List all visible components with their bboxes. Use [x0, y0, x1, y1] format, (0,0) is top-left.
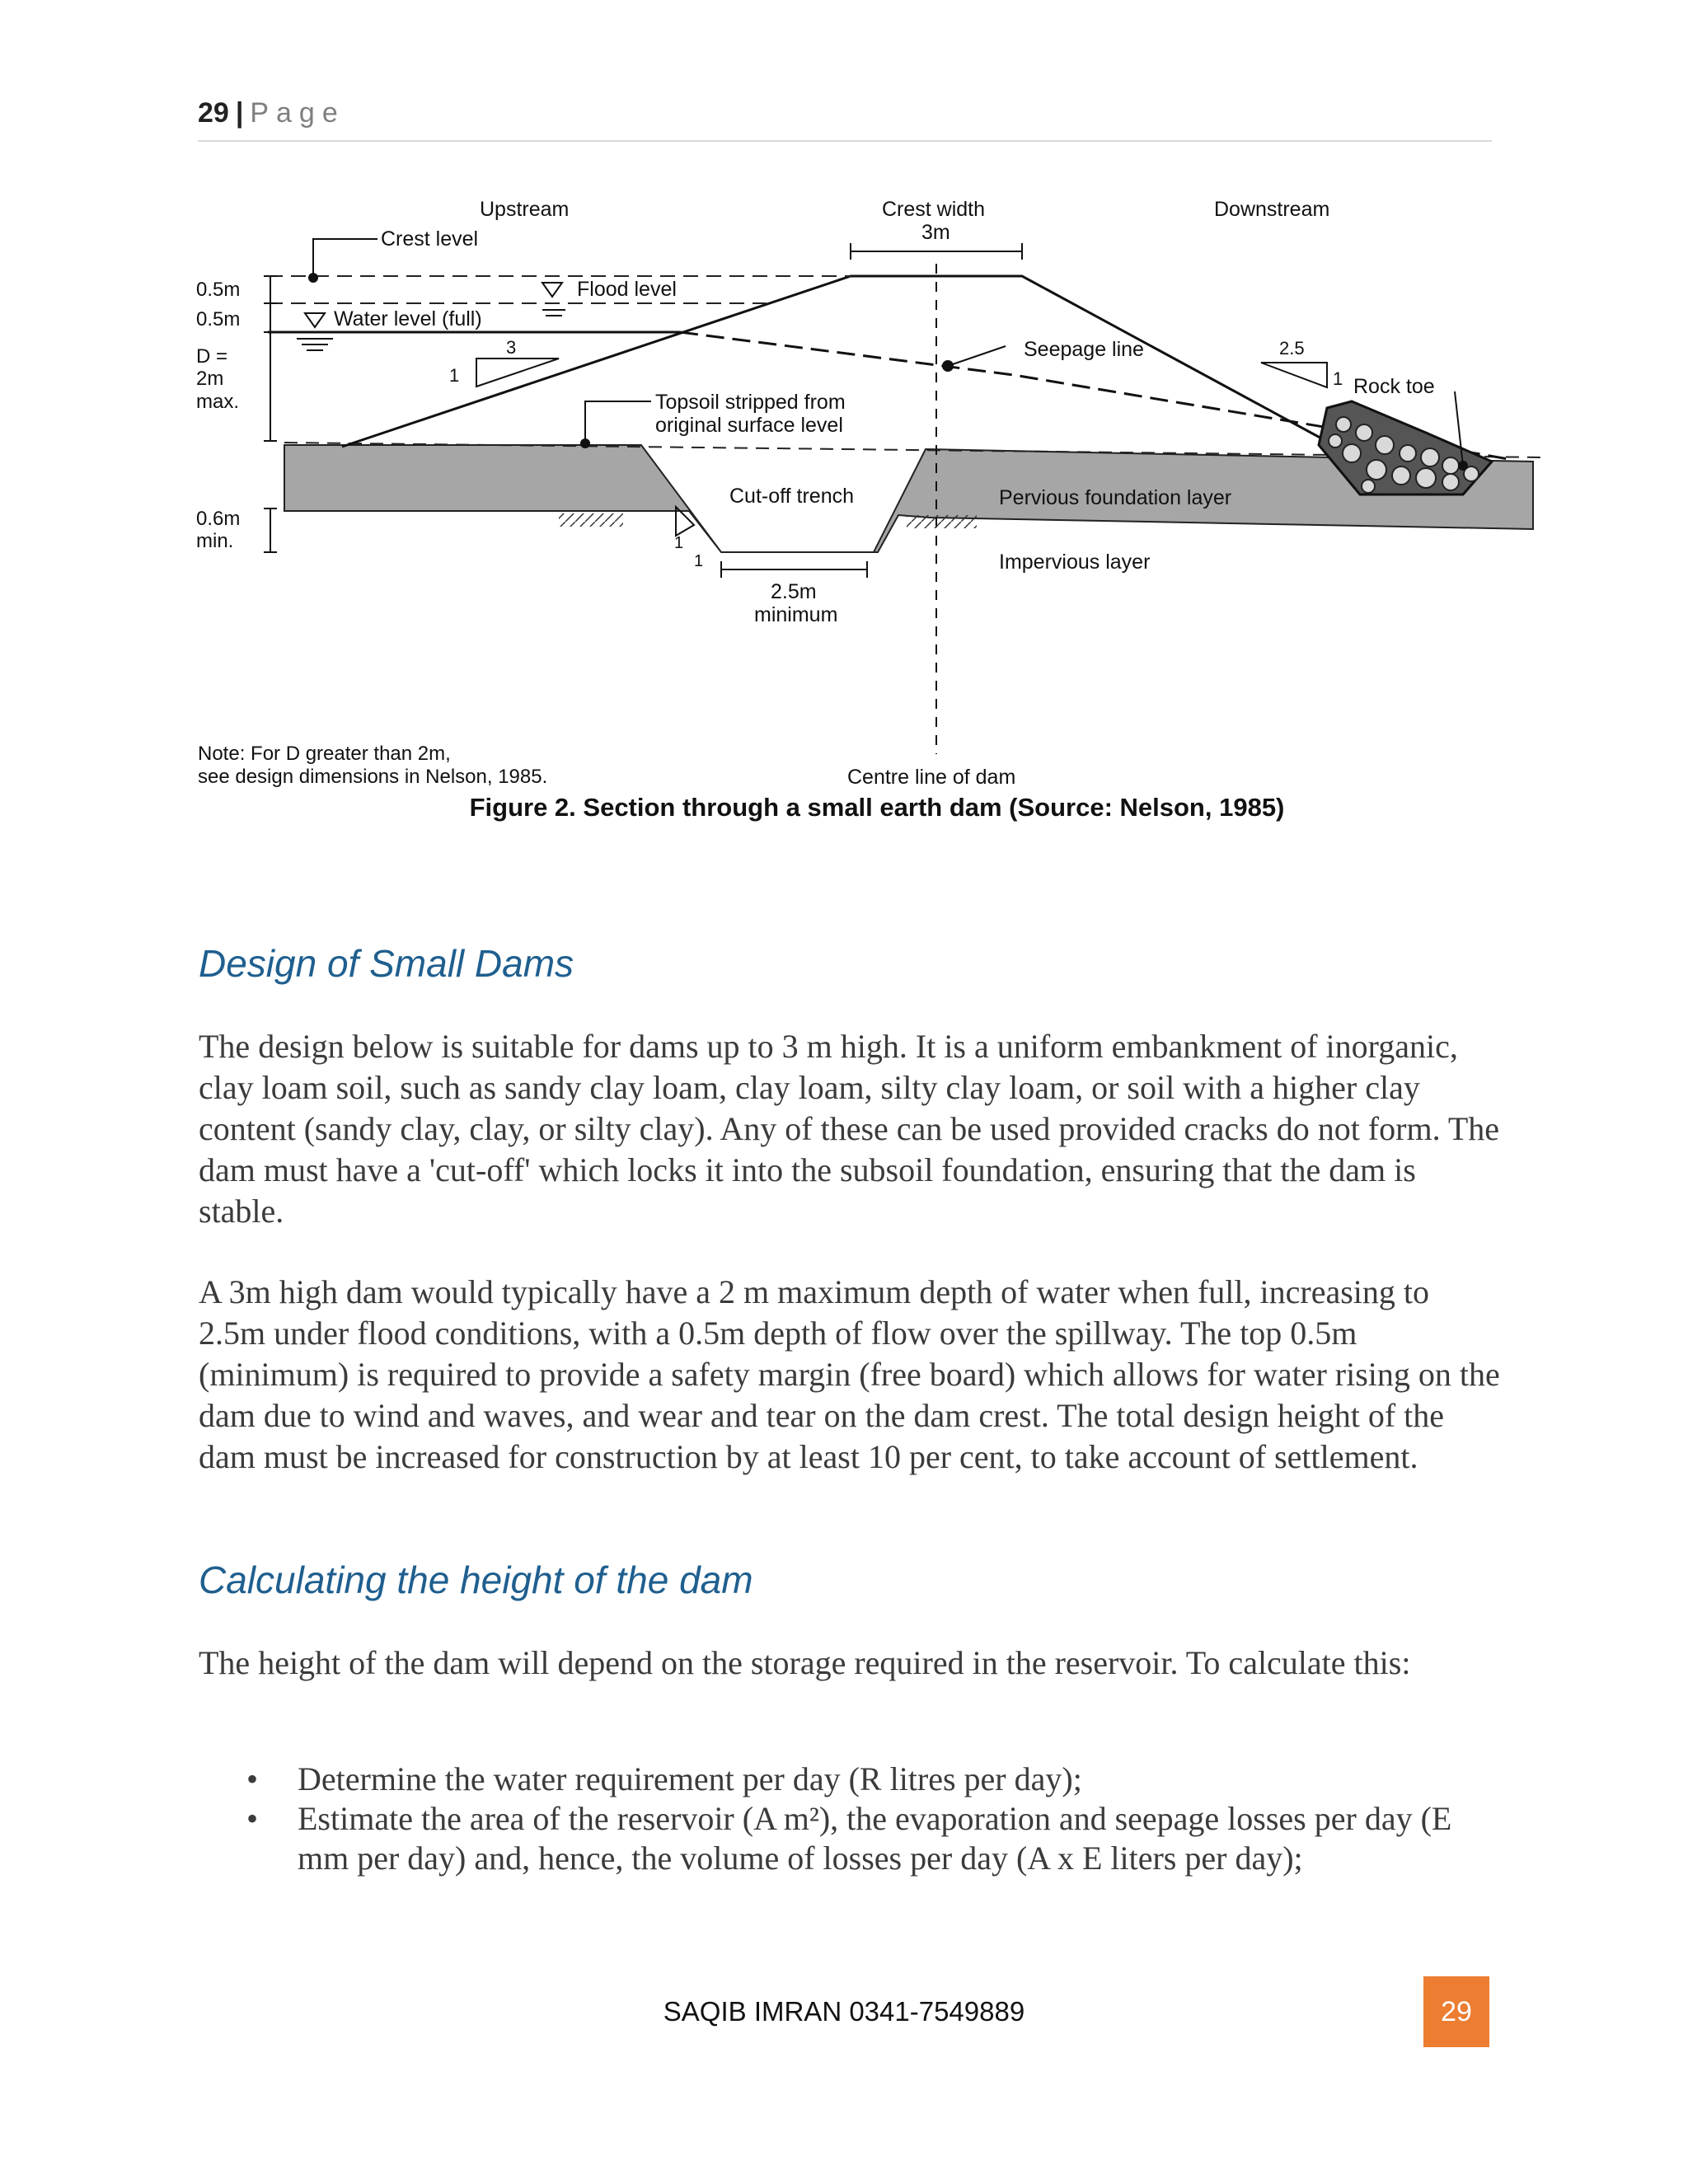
label-crest-level: Crest level: [381, 227, 479, 251]
label-trench-width-1: 2.5m: [771, 580, 817, 603]
label-topsoil-2: original surface level: [655, 414, 843, 437]
section-heading-design: Design of Small Dams: [199, 942, 574, 985]
label-pervious: Pervious foundation layer: [999, 486, 1232, 509]
hatch-right: [907, 515, 977, 528]
label-trench-slope-1b: 1: [694, 552, 704, 570]
list-item: [199, 1760, 1501, 1799]
label-topsoil-1: Topsoil stripped from: [655, 391, 846, 414]
label-flood-level: Flood level: [577, 278, 677, 301]
header-page-word: Page: [250, 97, 345, 129]
seepage-leader: [948, 346, 1006, 366]
topsoil-leader: [585, 401, 651, 443]
footer-author: SAQIB IMRAN 0341-7549889: [663, 1996, 1025, 2027]
downstream-slope-triangle: [1261, 363, 1327, 387]
label-dim-d1: D =: [196, 345, 228, 368]
header-page-number: 29: [198, 97, 229, 129]
label-impervious: Impervious layer: [999, 551, 1151, 574]
label-water-level: Water level (full): [334, 307, 482, 330]
label-dim-06-2: min.: [196, 530, 234, 552]
bullet-text: Determine the water requirement per day (R litres per day);: [298, 1760, 1082, 1797]
bullet-dot: •: [246, 1800, 259, 1837]
header-separator: |: [235, 97, 244, 129]
bullet-text: Estimate the area of the reservoir (A m²), the evaporation and seepage losses per day (E mm per day) and, hence, the volume of losses per day (A x E liters per day);: [298, 1800, 1452, 1877]
paragraph-design-1: The design below is suitable for dams up to 3 m high. It is a uniform embankment of inorganic, clay loam soil, such as sandy clay loam, clay loam, silty clay loam, or soil with a higher clay content (sandy clay, clay, or silty clay). Any of these can be used provided cracks do not form. The dam must have a 'cut-off' which locks it into the subsoil foundation, ensuring that the dam is stable.: [199, 1028, 1500, 1230]
page-header: [198, 97, 1492, 142]
label-slope-down-25: 2.5: [1279, 338, 1305, 359]
label-crest-width-1: Crest width: [882, 198, 986, 221]
footer-page-badge: 29: [1423, 1976, 1489, 2047]
dam-section-figure: [190, 185, 1541, 787]
label-trench-width-2: minimum: [754, 603, 838, 626]
label-crest-width-2: 3m: [921, 221, 950, 244]
label-note-1: Note: For D greater than 2m,: [198, 743, 451, 765]
topsoil-dot: [580, 438, 590, 448]
paragraph-calculating-1: The height of the dam will depend on the storage required in the reservoir. To calculate this:: [199, 1644, 1411, 1681]
label-rock-toe: Rock toe: [1353, 375, 1435, 398]
left-dimension-marks: [264, 276, 277, 552]
paragraph-design-2: A 3m high dam would typically have a 2 m maximum depth of water when full, increasing to 2.5m under flood conditions, with a 0.5m depth of flow over the spillway. The top 0.5m (minimum) is required to provide a safety margin (free board) which allows for water rising on the dam due to wind and waves, and wear and tear on the dam crest. The total design height of the dam must be increased for construction by at least 10 per cent, to take account of settlement.: [199, 1273, 1500, 1475]
upstream-slope-triangle: [476, 359, 559, 387]
label-dim-05a: 0.5m: [196, 279, 241, 301]
label-note-2: see design dimensions in Nelson, 1985.: [198, 766, 548, 787]
crest-level-leader: [313, 239, 377, 276]
figure-caption: Figure 2. Section through a small earth dam (Source: Nelson, 1985): [469, 793, 1285, 822]
label-upstream: Upstream: [480, 198, 570, 221]
label-downstream: Downstream: [1214, 198, 1330, 221]
label-centre-line: Centre line of dam: [847, 766, 1016, 787]
label-slope-up-3: 3: [506, 337, 517, 358]
bullet-list: [199, 1760, 1501, 1878]
label-dim-d2: 2m: [196, 368, 224, 390]
bullet-dot: •: [246, 1760, 259, 1797]
hatch-left: [559, 513, 623, 527]
label-cutoff-trench: Cut-off trench: [729, 485, 855, 508]
crest-level-dot: [308, 273, 318, 283]
label-dim-05b: 0.5m: [196, 308, 241, 330]
section-heading-calculating: Calculating the height of the dam: [199, 1558, 753, 1601]
list-item: [199, 1799, 1501, 1878]
flood-level-symbol: [542, 283, 562, 297]
label-dim-06-1: 0.6m: [196, 508, 241, 530]
label-seepage-line: Seepage line: [1024, 338, 1144, 361]
label-slope-up-1: 1: [449, 365, 460, 386]
label-trench-slope-1a: 1: [674, 534, 684, 552]
label-dim-d3: max.: [196, 391, 240, 413]
label-slope-down-1: 1: [1333, 368, 1343, 389]
